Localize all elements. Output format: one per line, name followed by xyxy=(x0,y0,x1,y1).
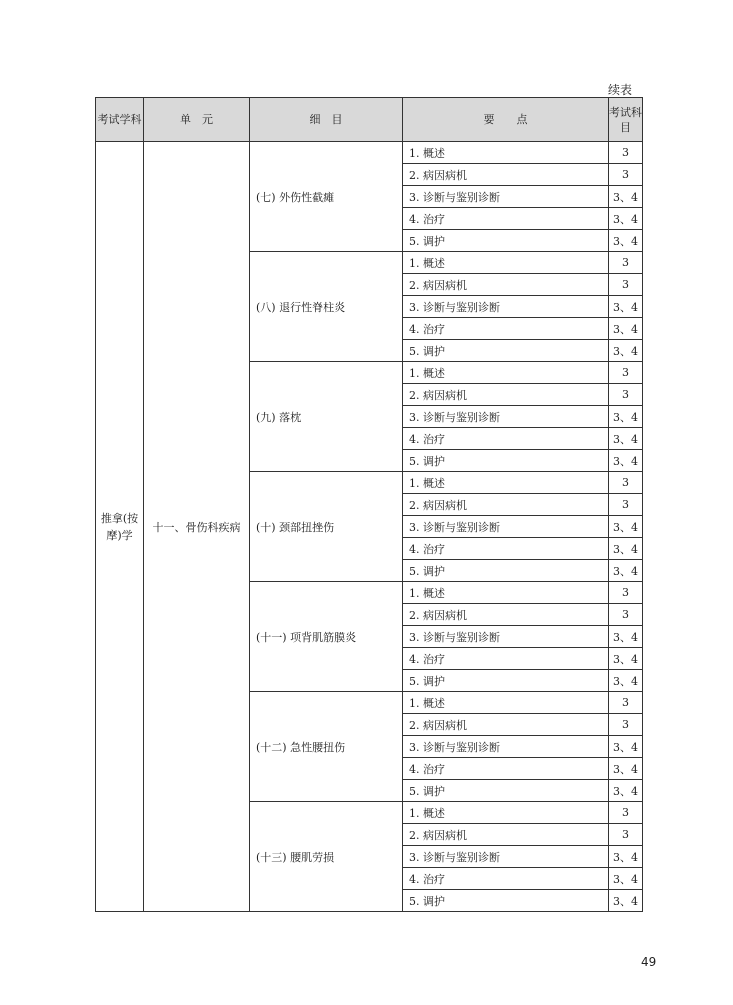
exam-cell: 3 xyxy=(609,714,643,736)
point-cell: 5. 调护 xyxy=(403,230,609,252)
detail-cell: (七) 外伤性截瘫 xyxy=(250,142,403,252)
exam-cell: 3、4 xyxy=(609,736,643,758)
detail-cell: (十二) 急性腰扭伤 xyxy=(250,692,403,802)
header-exam: 考试科目 xyxy=(609,98,643,142)
exam-cell: 3 xyxy=(609,494,643,516)
exam-cell: 3、4 xyxy=(609,868,643,890)
exam-cell: 3、4 xyxy=(609,296,643,318)
point-cell: 1. 概述 xyxy=(403,142,609,164)
exam-cell: 3、4 xyxy=(609,648,643,670)
point-cell: 1. 概述 xyxy=(403,582,609,604)
exam-cell: 3、4 xyxy=(609,846,643,868)
point-cell: 3. 诊断与鉴别诊断 xyxy=(403,296,609,318)
point-cell: 5. 调护 xyxy=(403,780,609,802)
exam-cell: 3、4 xyxy=(609,340,643,362)
exam-cell: 3、4 xyxy=(609,318,643,340)
point-cell: 2. 病因病机 xyxy=(403,164,609,186)
exam-cell: 3、4 xyxy=(609,450,643,472)
detail-cell: (十一) 项背肌筋膜炎 xyxy=(250,582,403,692)
table-row xyxy=(96,142,643,164)
point-cell: 1. 概述 xyxy=(403,472,609,494)
point-cell: 3. 诊断与鉴别诊断 xyxy=(403,736,609,758)
header-points: 要 点 xyxy=(403,98,609,142)
exam-cell: 3、4 xyxy=(609,428,643,450)
exam-cell: 3、4 xyxy=(609,626,643,648)
detail-cell: (十三) 腰肌劳损 xyxy=(250,802,403,912)
detail-cell: (八) 退行性脊柱炎 xyxy=(250,252,403,362)
exam-cell: 3、4 xyxy=(609,186,643,208)
syllabus-table xyxy=(95,97,643,912)
exam-cell: 3 xyxy=(609,362,643,384)
point-cell: 3. 诊断与鉴别诊断 xyxy=(403,846,609,868)
point-cell: 2. 病因病机 xyxy=(403,824,609,846)
point-cell: 4. 治疗 xyxy=(403,208,609,230)
point-cell: 4. 治疗 xyxy=(403,318,609,340)
point-cell: 1. 概述 xyxy=(403,692,609,714)
exam-cell: 3 xyxy=(609,164,643,186)
point-cell: 2. 病因病机 xyxy=(403,604,609,626)
point-cell: 2. 病因病机 xyxy=(403,494,609,516)
point-cell: 3. 诊断与鉴别诊断 xyxy=(403,186,609,208)
exam-cell: 3、4 xyxy=(609,758,643,780)
exam-cell: 3 xyxy=(609,604,643,626)
exam-cell: 3 xyxy=(609,472,643,494)
exam-cell: 3 xyxy=(609,274,643,296)
exam-cell: 3、4 xyxy=(609,670,643,692)
detail-cell: (九) 落枕 xyxy=(250,362,403,472)
point-cell: 1. 概述 xyxy=(403,362,609,384)
point-cell: 3. 诊断与鉴别诊断 xyxy=(403,626,609,648)
point-cell: 4. 治疗 xyxy=(403,868,609,890)
exam-cell: 3、4 xyxy=(609,538,643,560)
point-cell: 2. 病因病机 xyxy=(403,274,609,296)
exam-cell: 3、4 xyxy=(609,890,643,912)
page-number: 49 xyxy=(641,955,657,969)
table-body xyxy=(96,142,643,912)
header-subject: 考试学科 xyxy=(96,98,144,142)
point-cell: 4. 治疗 xyxy=(403,428,609,450)
exam-cell: 3 xyxy=(609,142,643,164)
continued-label: 续表 xyxy=(608,83,633,97)
point-cell: 3. 诊断与鉴别诊断 xyxy=(403,406,609,428)
exam-cell: 3 xyxy=(609,802,643,824)
point-cell: 1. 概述 xyxy=(403,252,609,274)
exam-cell: 3、4 xyxy=(609,780,643,802)
exam-cell: 3、4 xyxy=(609,230,643,252)
header-unit: 单 元 xyxy=(144,98,250,142)
exam-cell: 3 xyxy=(609,692,643,714)
point-cell: 2. 病因病机 xyxy=(403,714,609,736)
exam-cell: 3、4 xyxy=(609,560,643,582)
header-detail: 细 目 xyxy=(250,98,403,142)
point-cell: 5. 调护 xyxy=(403,450,609,472)
exam-cell: 3、4 xyxy=(609,406,643,428)
exam-cell: 3 xyxy=(609,824,643,846)
exam-cell: 3、4 xyxy=(609,208,643,230)
exam-cell: 3、4 xyxy=(609,516,643,538)
table-header-row xyxy=(96,98,643,142)
exam-cell: 3 xyxy=(609,252,643,274)
detail-cell: (十) 颈部扭挫伤 xyxy=(250,472,403,582)
point-cell: 1. 概述 xyxy=(403,802,609,824)
subject-cell: 推拿(按摩)学 xyxy=(96,142,144,912)
exam-cell: 3 xyxy=(609,582,643,604)
point-cell: 5. 调护 xyxy=(403,340,609,362)
point-cell: 4. 治疗 xyxy=(403,648,609,670)
point-cell: 3. 诊断与鉴别诊断 xyxy=(403,516,609,538)
point-cell: 5. 调护 xyxy=(403,670,609,692)
unit-cell: 十一、骨伤科疾病 xyxy=(144,142,250,912)
point-cell: 4. 治疗 xyxy=(403,538,609,560)
point-cell: 2. 病因病机 xyxy=(403,384,609,406)
point-cell: 5. 调护 xyxy=(403,890,609,912)
point-cell: 4. 治疗 xyxy=(403,758,609,780)
point-cell: 5. 调护 xyxy=(403,560,609,582)
exam-cell: 3 xyxy=(609,384,643,406)
